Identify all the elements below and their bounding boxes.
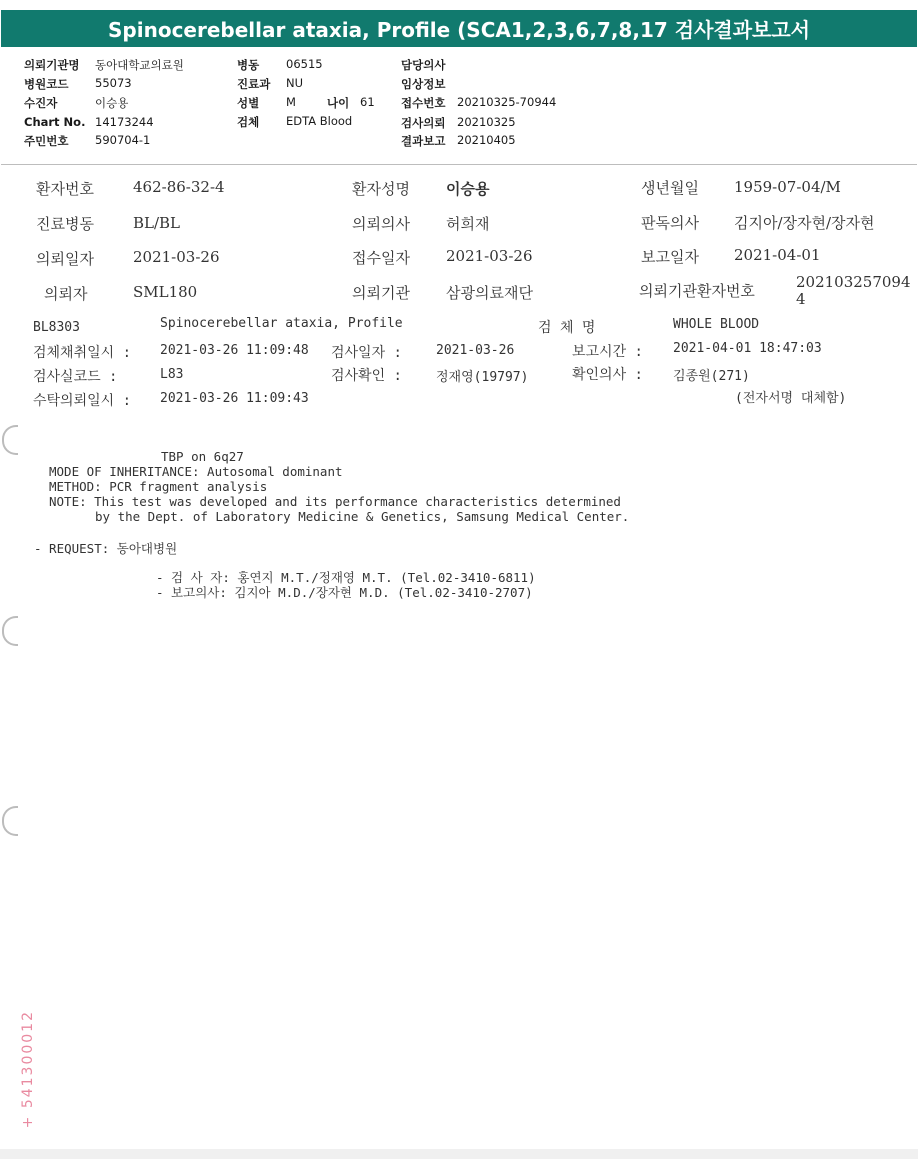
- test-date: 2021-03-26: [436, 343, 515, 358]
- header-label: 임상정보: [401, 77, 446, 91]
- ward-label: 진료병동: [36, 215, 94, 233]
- reading-doctor-label: 판독의사: [641, 214, 699, 232]
- lab-code-label: 검사실코드 :: [33, 369, 118, 385]
- consign-label: 수탁의뢰일시 :: [33, 393, 132, 409]
- header-label: Chart No.: [24, 115, 86, 129]
- report-title: Spinocerebellar ataxia, Profile (SCA1,2,3,6,7,8,17 검사결과보고서: [1, 10, 917, 47]
- header-label: 검체: [237, 115, 260, 129]
- patient-name: 이승용: [446, 180, 490, 198]
- collect-time: 2021-03-26 11:09:48: [160, 343, 309, 358]
- dob: 1959-07-04/M: [734, 178, 841, 196]
- reading-doctor: 김지아/장자현/장자현: [734, 214, 875, 232]
- request-date: 2021-03-26: [133, 248, 220, 266]
- request-date-label: 의뢰일자: [36, 250, 94, 268]
- header-label: 진료과: [237, 77, 271, 91]
- header-label: 성별: [237, 96, 260, 110]
- header-value: 20210405: [457, 133, 516, 147]
- header-value: 14173244: [95, 115, 154, 129]
- header-value: 55073: [95, 76, 132, 90]
- header-label: 병동: [237, 58, 260, 72]
- header-value: 61: [360, 95, 375, 109]
- header-label: 담당의사: [401, 58, 446, 72]
- test-date-label: 검사일자 :: [331, 345, 402, 361]
- punch-hole-mark: [2, 616, 18, 646]
- ref-org-pt-no: 202103257094: [796, 273, 911, 291]
- report-date-label: 보고일자: [641, 248, 699, 266]
- bottom-bar: [0, 1149, 918, 1159]
- confirm-label: 확인의사 :: [572, 367, 643, 383]
- verify-label: 검사확인 :: [331, 368, 402, 384]
- test-code: BL8303: [33, 320, 80, 335]
- report-date: 2021-04-01: [734, 246, 821, 264]
- ref-org-pt-no-2: 4: [796, 290, 806, 308]
- divider: [1, 164, 917, 165]
- request-line: - REQUEST: 동아대병원: [34, 541, 178, 556]
- patient-no-label: 환자번호: [36, 180, 94, 198]
- ward: BL/BL: [133, 214, 181, 232]
- ref-org: 삼광의료재단: [446, 284, 533, 302]
- patient-name-label: 환자성명: [352, 180, 410, 198]
- ref-doctor: 허희재: [446, 215, 490, 233]
- collect-label: 검체채취일시 :: [33, 345, 132, 361]
- body-line: MODE OF INHERITANCE: Autosomal dominant: [49, 464, 343, 479]
- header-label: 결과보고: [401, 134, 446, 148]
- body-line: NOTE: This test was developed and its performance characteristics determined: [49, 494, 621, 509]
- test-name: Spinocerebellar ataxia, Profile: [160, 316, 403, 331]
- header-label: 접수번호: [401, 96, 446, 110]
- patient-no: 462-86-32-4: [133, 178, 225, 196]
- header-label: 나이: [327, 96, 350, 110]
- report-time: 2021-04-01 18:47:03: [673, 341, 822, 356]
- requester-label: 의뢰자: [44, 285, 88, 303]
- body-line: METHOD: PCR fragment analysis: [49, 479, 268, 494]
- confirm-doctor: 김종원(271): [673, 369, 750, 384]
- header-value: 동아대학교의료원: [95, 58, 184, 72]
- tester-line: - 검 사 자: 홍연지 M.T./정재영 M.T. (Tel.02-3410-6811): [156, 570, 536, 585]
- ref-org-label: 의뢰기관: [352, 284, 410, 302]
- header-value: 20210325: [457, 115, 516, 129]
- specimen: WHOLE BLOOD: [673, 317, 760, 332]
- receipt-date-label: 접수일자: [352, 249, 410, 267]
- report-time-label: 보고시간 :: [572, 344, 643, 360]
- dob-label: 생년월일: [641, 179, 699, 197]
- ref-doctor-label: 의뢰의사: [352, 215, 410, 233]
- header-value: 이승용: [95, 96, 129, 110]
- header-label: 검사의뢰: [401, 116, 446, 130]
- ref-org-pt-label: 의뢰기관환자번호: [639, 282, 755, 300]
- header-label: 주민번호: [24, 134, 69, 148]
- consign-time: 2021-03-26 11:09:43: [160, 391, 309, 406]
- header-value: 590704-1: [95, 133, 151, 147]
- header-value: EDTA Blood: [286, 114, 353, 128]
- body-line: by the Dept. of Laboratory Medicine & Genetics, Samsung Medical Center.: [95, 509, 630, 524]
- lab-code: L83: [160, 367, 184, 382]
- verify: 정재영(19797): [436, 370, 529, 385]
- header-label: 병원코드: [24, 77, 69, 91]
- side-serial-number: + 541300012: [20, 1010, 36, 1129]
- header-value: 20210325-70944: [457, 95, 557, 109]
- header-value: M: [286, 95, 296, 109]
- header-value: 06515: [286, 57, 323, 71]
- body-line: TBP on 6q27: [161, 449, 244, 464]
- specimen-label: 검 체 명: [538, 320, 596, 336]
- header-label: 수진자: [24, 96, 58, 110]
- reporter-line: - 보고의사: 김지아 M.D./장자현 M.D. (Tel.02-3410-2707): [156, 585, 533, 600]
- punch-hole-mark: [2, 425, 18, 455]
- requester: SML180: [133, 283, 198, 301]
- header-value: NU: [286, 76, 304, 90]
- e-signature-note: (전자서명 대체함): [735, 391, 847, 406]
- punch-hole-mark: [2, 806, 18, 836]
- header-label: 의뢰기관명: [24, 58, 80, 72]
- receipt-date: 2021-03-26: [446, 247, 533, 265]
